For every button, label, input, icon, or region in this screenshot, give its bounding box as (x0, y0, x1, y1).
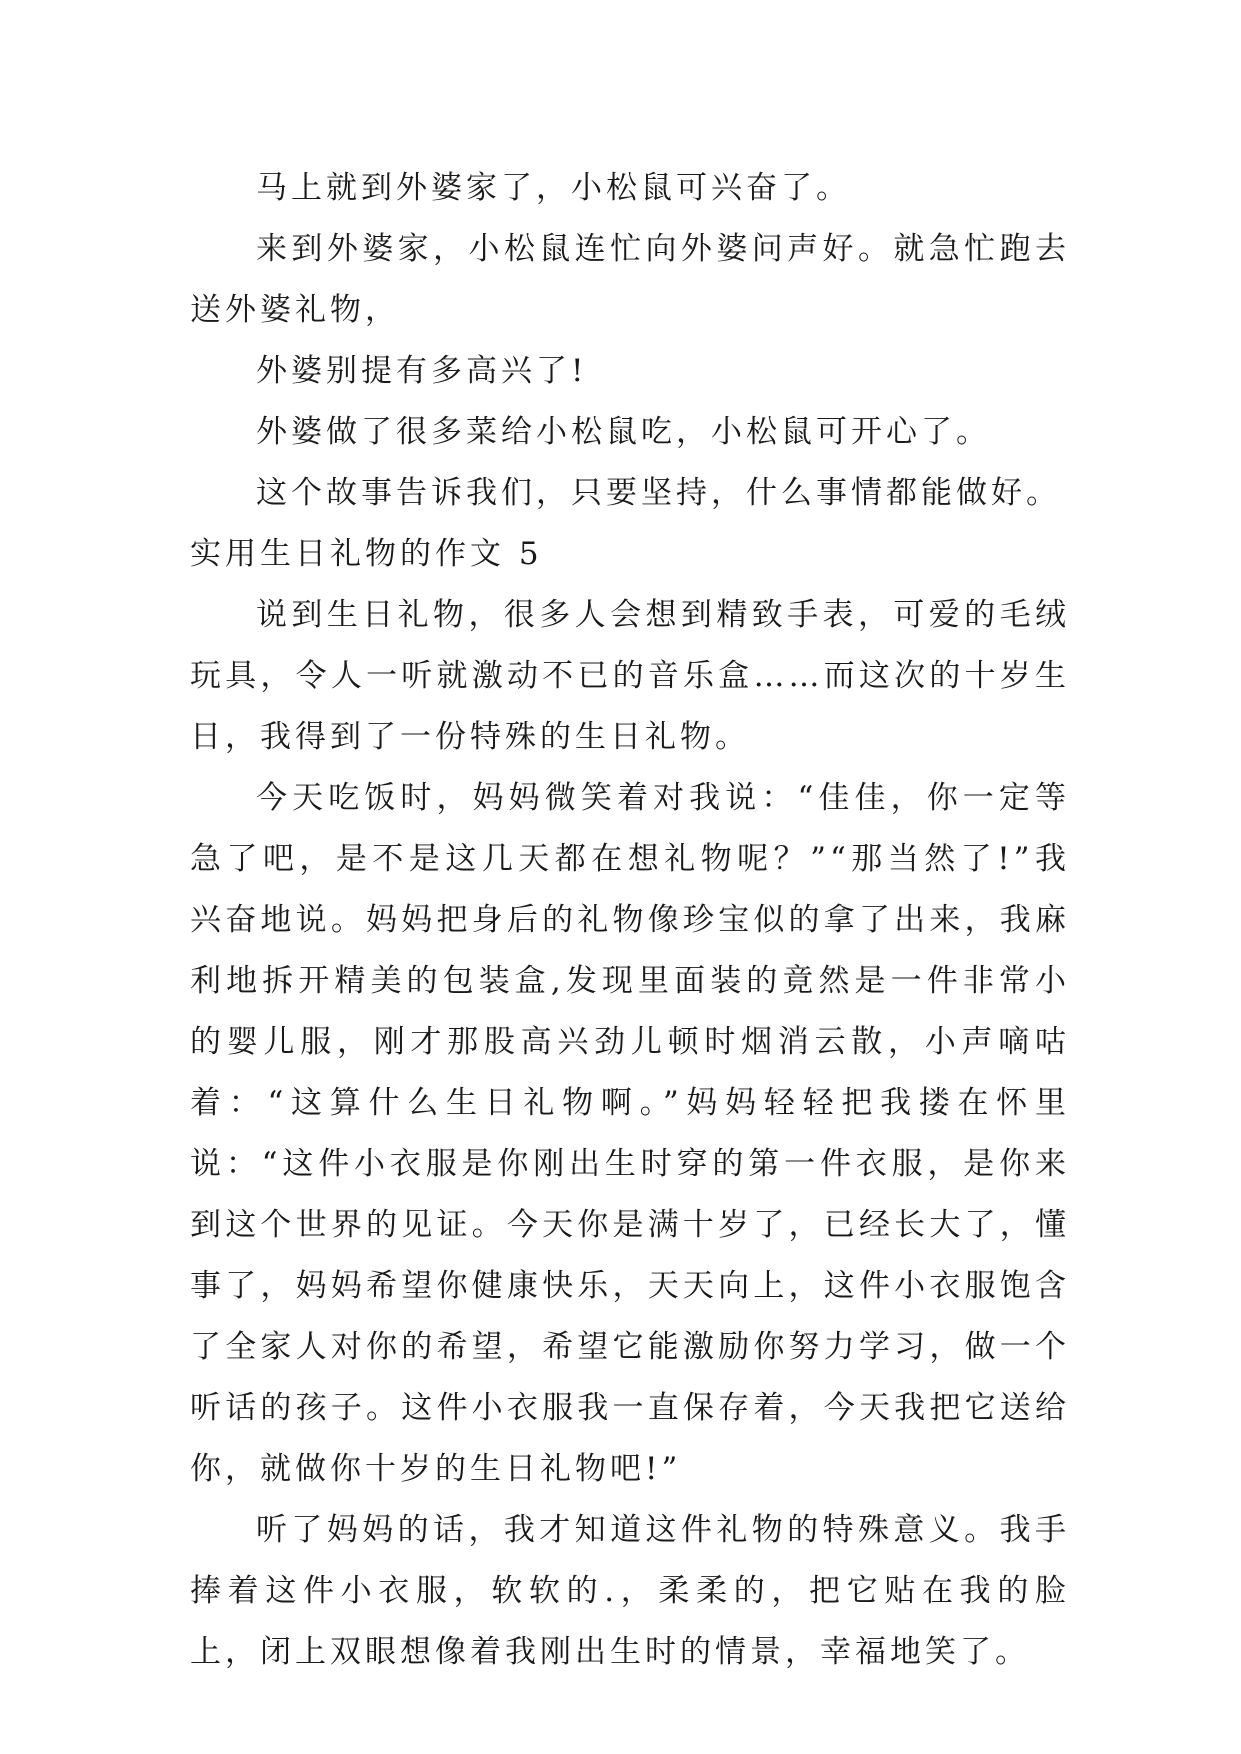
paragraph: 今天吃饭时，妈妈微笑着对我说：“佳佳，你一定等急了吧，是不是这几天都在想礼物呢？”“那当然了!”我兴奋地说。妈妈把身后的礼物像珍宝似的拿了出来，我麻利地拆开精美的包装盒,发现里面装的竟然是一件非常小的婴儿服，刚才那股高兴劲儿顿时烟消云散，小声嘀咕着：“这算什么生日礼物啊。”妈妈轻轻把我搂在怀里说：“这件小衣服是你刚出生时穿的第一件衣服，是你来到这个世界的见证。今天你是满十岁了，已经长大了，懂事了，妈妈希望你健康快乐，天天向上，这件小衣服饱含了全家人对你的希望，希望它能激励你努力学习，做一个听话的孩子。这件小衣服我一直保存着，今天我把它送给你，就做你十岁的生日礼物吧!” (190, 780, 1070, 1487)
paragraph: 说到生日礼物，很多人会想到精致手表，可爱的毛绒玩具，令人一听就激动不已的音乐盒……而这次的十岁生日，我得到了一份特殊的生日礼物。 (190, 597, 1070, 755)
paragraph: 来到外婆家，小松鼠连忙向外婆问声好。就急忙跑去送外婆礼物， (190, 231, 1070, 328)
paragraph: 这个故事告诉我们，只要坚持，什么事情都能做好。 (256, 475, 1061, 511)
document-body (190, 158, 1070, 1683)
paragraph: 听了妈妈的话，我才知道这件礼物的特殊意义。我手捧着这件小衣服，软软的.，柔柔的，把它贴在我的脸上，闭上双眼想像着我刚出生时的情景，幸福地笑了。 (190, 1512, 1070, 1670)
paragraph: 外婆别提有多高兴了! (256, 353, 588, 389)
section-heading: 实用生日礼物的作文 5 (190, 536, 543, 572)
paragraph: 外婆做了很多菜给小松鼠吃，小松鼠可开心了。 (256, 414, 991, 450)
paragraph: 马上就到外婆家了，小松鼠可兴奋了。 (256, 170, 851, 206)
